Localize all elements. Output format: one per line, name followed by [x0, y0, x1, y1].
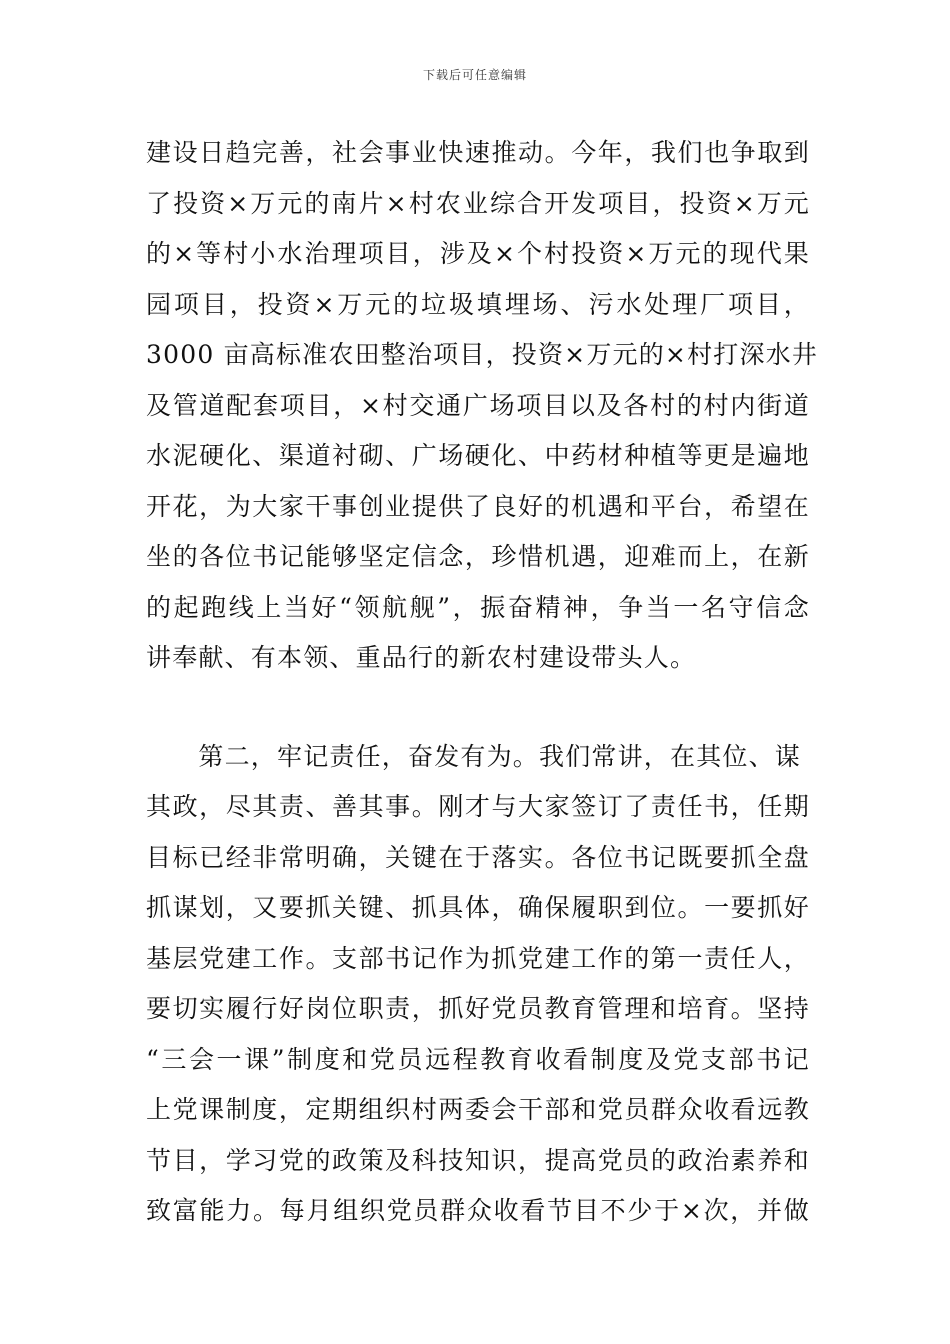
text-line: 3000 亩高标准农田整治项目，投资×万元的×村打深水井: [146, 340, 819, 369]
text-line: 抓谋划，又要抓关键、抓具体，确保履职到位。一要抓好: [146, 893, 810, 922]
text-line: 坐的各位书记能够坚定信念，珍惜机遇，迎难而上，在新: [146, 542, 810, 571]
document-body: [146, 128, 819, 1237]
text-line: 开花，为大家干事创业提供了良好的机遇和平台，希望在: [146, 491, 810, 521]
text-line: 水泥硬化、渠道衬砌、广场硬化、中药材种植等更是遍地: [146, 441, 810, 470]
text-line: 园项目，投资×万元的垃圾填埋场、污水处理厂项目，: [146, 289, 810, 319]
paragraph-spacer: [146, 684, 810, 732]
text-line: 建设日趋完善，社会事业快速推动。今年，我们也争取到: [146, 138, 810, 167]
page-header-note: 下载后可任意编辑: [422, 68, 527, 82]
text-line: 基层党建工作。支部书记作为抓党建工作的第一责任人，: [146, 943, 810, 973]
text-line: 的起跑线上当好“领航舰”，振奋精神，争当一名守信念: [146, 592, 810, 622]
text-line: 目标已经非常明确，关键在于落实。各位书记既要抓全盘: [146, 842, 810, 872]
paragraph-1: [146, 128, 819, 684]
text-line: 了投资×万元的南片×村农业综合开发项目，投资×万元: [146, 188, 810, 218]
text-line: 上党课制度，定期组织村两委会干部和党员群众收看远教: [146, 1095, 810, 1124]
text-line: 其政，尽其责、善其事。刚才与大家签订了责任书，任期: [146, 792, 810, 821]
text-line: 及管道配套项目，×村交通广场项目以及各村的村内街道: [146, 390, 810, 420]
text-line: 的×等村小水治理项目，涉及×个村投资×万元的现代果: [146, 239, 810, 268]
paragraph-2: [146, 732, 810, 1237]
text-line: 要切实履行好岗位职责，抓好党员教育管理和培育。坚持: [146, 994, 810, 1023]
text-line: 第二，牢记责任，奋发有为。我们常讲，在其位、谋: [146, 741, 802, 771]
text-line: 节目，学习党的政策及科技知识，提高党员的政治素养和: [146, 1145, 810, 1175]
text-line: 讲奉献、有本领、重品行的新农村建设带头人。: [146, 643, 697, 672]
text-line: 致富能力。每月组织党员群众收看节目不少于×次，并做: [146, 1196, 810, 1225]
text-line: “三会一课”制度和党员远程教育收看制度及党支部书记: [146, 1044, 810, 1074]
